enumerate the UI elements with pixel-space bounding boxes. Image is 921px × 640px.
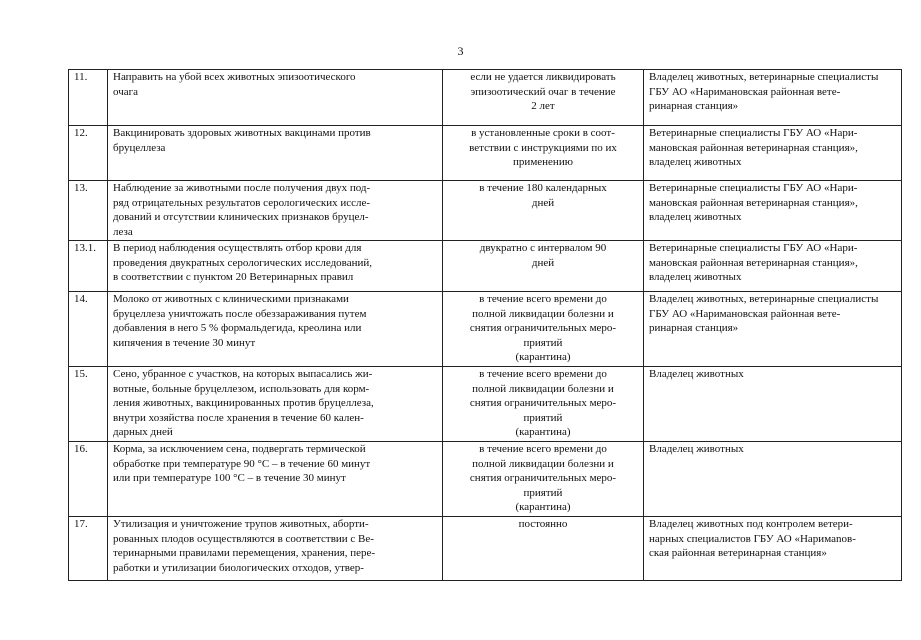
action-line: работки и утилизации биологических отходов, утвер- xyxy=(113,561,364,574)
row-number-cell: 12. xyxy=(69,126,108,181)
responsible-cell xyxy=(644,367,902,442)
measures-table xyxy=(68,69,902,581)
action-cell xyxy=(108,367,443,442)
action-cell xyxy=(108,442,443,517)
row-number-cell: 15. xyxy=(69,367,108,442)
responsible-cell xyxy=(644,241,902,292)
action-line: дарных дней xyxy=(113,426,173,438)
responsible-line: Ветеринарные специалисты ГБУ АО «Нари- xyxy=(649,127,858,139)
responsible-line: ринарная станция» xyxy=(649,322,739,334)
action-line: бруцеллеза уничтожать после обеззараживания путем xyxy=(113,307,367,320)
term-line: в течение всего времени до xyxy=(479,443,607,455)
term-cell xyxy=(443,442,644,517)
term-line: приятий xyxy=(523,411,563,424)
term-line: снятия ограничительных меро- xyxy=(469,472,617,484)
page-number: 3 xyxy=(457,44,464,58)
table-row xyxy=(69,126,902,181)
term-line: снятия ограничительных меро- xyxy=(469,397,617,409)
action-cell xyxy=(108,292,443,367)
responsible-line: мановская районная ветеринарная станция», xyxy=(649,196,858,209)
table-row xyxy=(69,181,902,241)
responsible-line: Владелец животных, ветеринарные специалисты xyxy=(649,293,879,305)
term-line: снятия ограничительных меро- xyxy=(469,322,617,334)
responsible-line: мановская районная ветеринарная станция», xyxy=(649,141,858,154)
term-line: (карантина) xyxy=(515,426,571,438)
term-cell xyxy=(443,70,644,126)
responsible-line: Владелец животных, ветеринарные специалисты xyxy=(649,71,879,83)
term-line: (карантина) xyxy=(515,501,571,513)
responsible-line: владелец животных xyxy=(649,156,742,168)
action-cell xyxy=(108,517,443,581)
action-line: проведения двукратных серологических исследований, xyxy=(113,256,373,269)
action-line: Молоко от животных с клиническими признаками xyxy=(113,293,349,305)
responsible-line: владелец животных xyxy=(649,211,742,223)
term-line: эпизоотический очаг в течение xyxy=(470,85,616,98)
term-line: двукратно с интервалом 90 xyxy=(479,242,607,254)
responsible-line: владелец животных xyxy=(649,271,742,283)
responsible-line: мановская районная ветеринарная станция», xyxy=(649,256,858,269)
table-row xyxy=(69,517,902,581)
responsible-line: Ветеринарные специалисты ГБУ АО «Нари- xyxy=(649,242,858,254)
action-line: вотные, больные бруцеллезом, использовать для корм- xyxy=(113,382,370,395)
term-cell xyxy=(443,367,644,442)
action-line: Сено, убранное с участков, на которых выпасались жи- xyxy=(113,368,373,380)
action-line: в соответствии с пунктом 20 Ветеринарных правил xyxy=(113,271,354,283)
term-cell xyxy=(443,126,644,181)
action-line: рованных плодов осуществляются в соответствии с Ве- xyxy=(113,532,374,545)
action-cell xyxy=(108,181,443,241)
responsible-line: Владелец животных под контролем ветери- xyxy=(649,518,853,530)
term-line: применению xyxy=(513,156,573,168)
term-cell xyxy=(443,241,644,292)
responsible-line: Владелец животных xyxy=(649,368,744,380)
term-cell xyxy=(443,517,644,581)
term-line: 2 лет xyxy=(531,100,555,112)
term-cell xyxy=(443,292,644,367)
responsible-cell xyxy=(644,126,902,181)
action-line: очага xyxy=(113,85,139,98)
table-row xyxy=(69,442,902,517)
row-number-cell: 17. xyxy=(69,517,108,581)
term-line: постоянно xyxy=(518,518,568,530)
action-line: внутри хозяйства после хранения в течение 60 кален- xyxy=(113,411,364,424)
row-number-cell: 13.1. xyxy=(69,241,108,292)
row-number-cell: 16. xyxy=(69,442,108,517)
action-line: Утилизация и уничтожение трупов животных, аборти- xyxy=(113,518,369,530)
action-line: ления животных, вакцинированных против бруцеллеза, xyxy=(113,397,374,409)
term-line: дней xyxy=(531,196,555,209)
action-line: леза xyxy=(113,225,133,238)
responsible-line: ская районная ветеринарная станция» xyxy=(649,547,827,559)
action-line: Направить на убой всех животных эпизоотического xyxy=(113,71,356,83)
responsible-cell xyxy=(644,292,902,367)
responsible-line: ринарная станция» xyxy=(649,100,739,112)
action-line: обработке при температуре 90 °С – в течение 60 минут xyxy=(113,457,371,470)
action-line: ряд отрицательных результатов серологических иссле- xyxy=(113,196,371,209)
responsible-line: ГБУ АО «Наримановская районная вете- xyxy=(649,307,841,320)
term-line: ветствии с инструкциями по их xyxy=(469,141,617,154)
action-line: добавления в него 5 % формальдегида, креолина или xyxy=(113,322,362,334)
action-cell xyxy=(108,126,443,181)
term-line: полной ликвидации болезни и xyxy=(472,307,614,320)
responsible-line: нарных специалистов ГБУ АО «Наримanов- xyxy=(649,532,856,545)
term-line: в течение всего времени до xyxy=(479,368,607,380)
action-line: дований и отсутствии клинических признаков бруцел- xyxy=(113,211,369,223)
measures-table-body xyxy=(69,70,902,581)
term-line: в течение всего времени до xyxy=(479,293,607,305)
table-row xyxy=(69,367,902,442)
responsible-cell xyxy=(644,442,902,517)
term-line: приятий xyxy=(523,486,563,499)
term-line: если не удается ликвидировать xyxy=(470,71,616,83)
action-line: бруцеллеза xyxy=(113,141,166,154)
action-cell xyxy=(108,241,443,292)
action-line: теринарными правилами перемещения, хранения, пере- xyxy=(113,547,376,559)
action-line: Корма, за исключением сена, подвергать термической xyxy=(113,443,366,455)
action-line: Наблюдение за животными после получения двух под- xyxy=(113,182,371,194)
term-line: в течение 180 календарных xyxy=(479,182,607,194)
action-line: кипячения в течение 30 минут xyxy=(113,336,256,349)
term-line: (карантина) xyxy=(515,351,571,363)
responsible-line: ГБУ АО «Наримановская районная вете- xyxy=(649,85,841,98)
action-line: Вакцинировать здоровых животных вакцинами против xyxy=(113,127,371,139)
responsible-cell xyxy=(644,517,902,581)
action-line: В период наблюдения осуществлять отбор крови для xyxy=(113,242,362,254)
term-line: полной ликвидации болезни и xyxy=(472,382,614,395)
table-row xyxy=(69,70,902,126)
action-cell xyxy=(108,70,443,126)
row-number-cell: 13. xyxy=(69,181,108,241)
row-number-cell: 14. xyxy=(69,292,108,367)
term-line: в установленные сроки в соот- xyxy=(471,127,615,139)
term-line: полной ликвидации болезни и xyxy=(472,457,614,470)
term-line: дней xyxy=(531,256,555,269)
responsible-cell xyxy=(644,181,902,241)
row-number-cell: 11. xyxy=(69,70,108,126)
term-line: приятий xyxy=(523,336,563,349)
table-row xyxy=(69,292,902,367)
responsible-cell xyxy=(644,70,902,126)
responsible-line: Владелец животных xyxy=(649,443,744,455)
responsible-line: Ветеринарные специалисты ГБУ АО «Нари- xyxy=(649,182,858,194)
action-line: или при температуре 100 °С – в течение 30 минут xyxy=(113,472,346,484)
table-row xyxy=(69,241,902,292)
term-cell xyxy=(443,181,644,241)
